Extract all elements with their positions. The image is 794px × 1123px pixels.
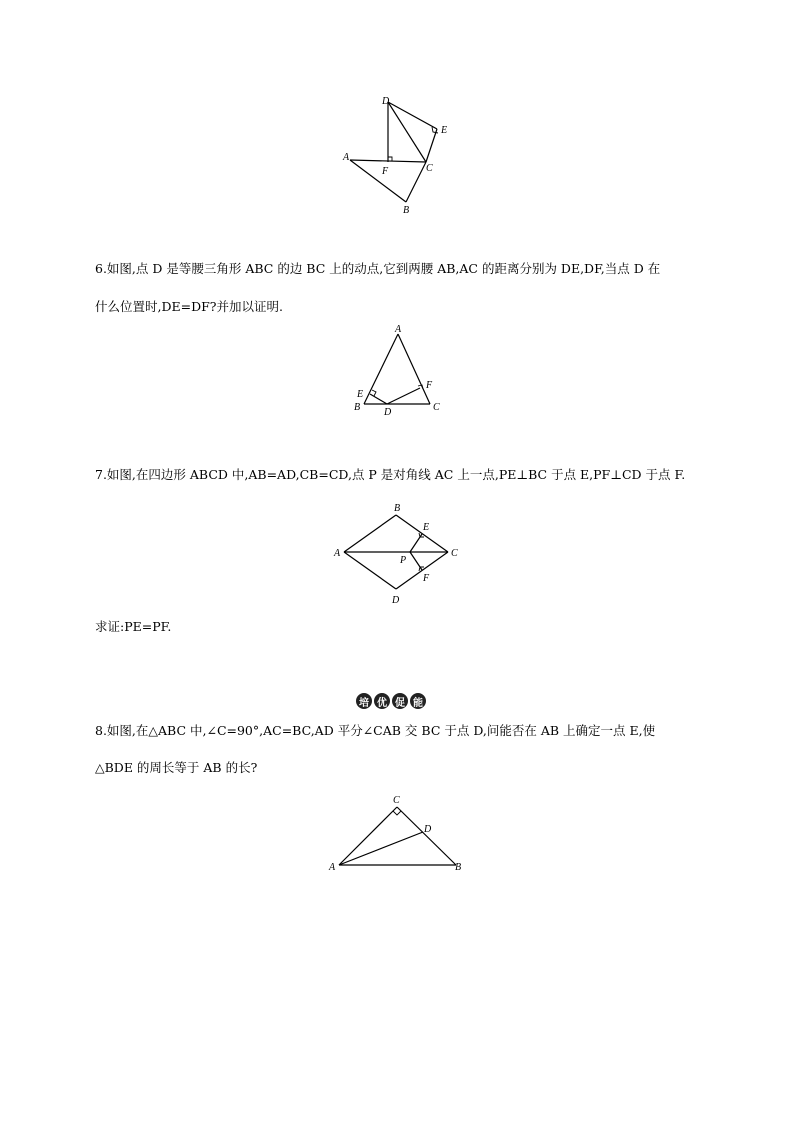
label-D: D — [392, 595, 400, 606]
question-8-line-1: 8.如图,在△ABC 中,∠C=90°,AC=BC,AD 平分∠CAB 交 BC 于点 D,问能否在 AB 上确定一点 E,使 — [95, 723, 656, 738]
figure-q8 — [325, 792, 470, 877]
label-C: C — [426, 163, 433, 174]
label-B: B — [354, 402, 361, 413]
label-D: D — [424, 824, 432, 835]
label-F: F — [423, 573, 430, 584]
label-A: A — [343, 152, 350, 163]
label-D: D — [384, 407, 392, 418]
label-B: B — [394, 503, 401, 514]
label-A: A — [329, 862, 336, 873]
label-F: F — [382, 166, 389, 177]
label-E: E — [357, 389, 364, 400]
banner-char-3: 促 — [392, 693, 408, 709]
label-C: C — [393, 795, 400, 806]
proof-statement: 求证:PE=PF. — [95, 619, 172, 634]
section-banner — [356, 691, 428, 711]
figure-q6 — [350, 322, 450, 417]
label-D: D — [382, 96, 390, 107]
label-C: C — [433, 402, 440, 413]
label-E: E — [441, 125, 448, 136]
label-A: A — [334, 548, 341, 559]
figure-q7 — [330, 497, 470, 609]
label-F: F — [426, 380, 433, 391]
label-C: C — [451, 548, 458, 559]
banner-char-1: 培 — [356, 693, 372, 709]
figure-q5 — [330, 92, 470, 222]
question-7-line-1: 7.如图,在四边形 ABCD 中,AB=AD,CB=CD,点 P 是对角线 AC 上一点,PE⊥BC 于点 E,PF⊥CD 于点 F. — [95, 467, 686, 482]
question-6-line-2: 什么位置时,DE=DF?并加以证明. — [95, 299, 283, 314]
label-A: A — [395, 324, 402, 335]
label-E: E — [423, 522, 430, 533]
label-B: B — [403, 205, 410, 216]
question-8-line-2: △BDE 的周长等于 AB 的长? — [95, 760, 258, 775]
label-P: P — [400, 555, 407, 566]
question-6-line-1: 6.如图,点 D 是等腰三角形 ABC 的边 BC 上的动点,它到两腰 AB,AC 的距离分别为 DE,DF,当点 D 在 — [95, 261, 661, 276]
label-B: B — [455, 862, 462, 873]
banner-char-4: 能 — [410, 693, 426, 709]
banner-char-2: 优 — [374, 693, 390, 709]
